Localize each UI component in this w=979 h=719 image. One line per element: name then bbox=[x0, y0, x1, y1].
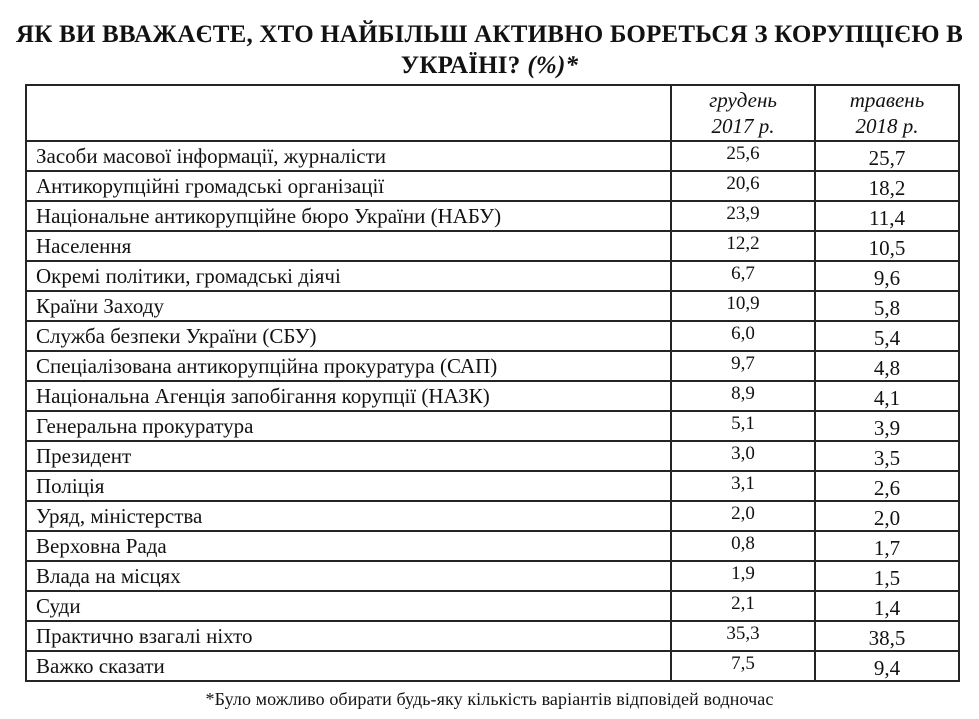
row-label: Важко сказати bbox=[26, 651, 671, 681]
table-row bbox=[26, 171, 959, 201]
row-label: Генеральна прокуратура bbox=[26, 411, 671, 441]
dec-2017-value: 3,0 bbox=[671, 441, 815, 471]
row-label: Антикорупційні громадські організації bbox=[26, 171, 671, 201]
dec-2017-value: 7,5 bbox=[671, 651, 815, 681]
page-title bbox=[0, 19, 979, 81]
dec-2017-value: 23,9 bbox=[671, 201, 815, 231]
row-label: Населення bbox=[26, 231, 671, 261]
row-label: Національне антикорупційне бюро України (НАБУ) bbox=[26, 201, 671, 231]
column-header-may-2018 bbox=[815, 85, 959, 141]
may-2018-value: 25,7 bbox=[815, 141, 959, 171]
dec-2017-value: 12,2 bbox=[671, 231, 815, 261]
empty-header-cell bbox=[26, 85, 671, 141]
row-label: Верховна Рада bbox=[26, 531, 671, 561]
dec-2017-value: 1,9 bbox=[671, 561, 815, 591]
dec-2017-value: 9,7 bbox=[671, 351, 815, 381]
column-header-may-2018-year: 2018 р. bbox=[855, 114, 919, 138]
row-label: Країни Заходу bbox=[26, 291, 671, 321]
may-2018-value: 9,6 bbox=[815, 261, 959, 291]
dec-2017-value: 25,6 bbox=[671, 141, 815, 171]
dec-2017-value: 5,1 bbox=[671, 411, 815, 441]
dec-2017-value: 35,3 bbox=[671, 621, 815, 651]
row-label: Поліція bbox=[26, 471, 671, 501]
table-row bbox=[26, 501, 959, 531]
column-header-may-2018-month: травень bbox=[849, 88, 925, 112]
page bbox=[0, 19, 979, 719]
dec-2017-value: 2,1 bbox=[671, 591, 815, 621]
title-line-2 bbox=[0, 50, 979, 81]
title-line-2-main: УКРАЇНІ? bbox=[400, 52, 521, 79]
may-2018-value: 18,2 bbox=[815, 171, 959, 201]
may-2018-value: 3,9 bbox=[815, 411, 959, 441]
dec-2017-value: 6,0 bbox=[671, 321, 815, 351]
title-line-1: ЯК ВИ ВВАЖАЄТЕ, ХТО НАЙБІЛЬШ АКТИВНО БОРЕТЬСЯ З КОРУПЦІЄЮ В bbox=[15, 21, 964, 48]
may-2018-value: 3,5 bbox=[815, 441, 959, 471]
row-label: Уряд, міністерства bbox=[26, 501, 671, 531]
may-2018-value: 1,4 bbox=[815, 591, 959, 621]
dec-2017-value: 2,0 bbox=[671, 501, 815, 531]
row-label: Президент bbox=[26, 441, 671, 471]
row-label: Окремі політики, громадські діячі bbox=[26, 261, 671, 291]
table-row bbox=[26, 591, 959, 621]
table-body bbox=[26, 141, 959, 681]
table-row bbox=[26, 321, 959, 351]
may-2018-value: 2,0 bbox=[815, 501, 959, 531]
row-label: Суди bbox=[26, 591, 671, 621]
may-2018-value: 1,7 bbox=[815, 531, 959, 561]
column-header-dec-2017-month: грудень bbox=[709, 88, 777, 112]
may-2018-value: 9,4 bbox=[815, 651, 959, 681]
table-row bbox=[26, 651, 959, 681]
row-label: Служба безпеки України (СБУ) bbox=[26, 321, 671, 351]
may-2018-value: 38,5 bbox=[815, 621, 959, 651]
may-2018-value: 10,5 bbox=[815, 231, 959, 261]
dec-2017-value: 20,6 bbox=[671, 171, 815, 201]
may-2018-value: 5,4 bbox=[815, 321, 959, 351]
may-2018-value: 2,6 bbox=[815, 471, 959, 501]
table-row bbox=[26, 531, 959, 561]
column-header-dec-2017-year: 2017 р. bbox=[711, 114, 775, 138]
may-2018-value: 4,8 bbox=[815, 351, 959, 381]
row-label: Національна Агенція запобігання корупції (НАЗК) bbox=[26, 381, 671, 411]
may-2018-value: 4,1 bbox=[815, 381, 959, 411]
column-header-dec-2017 bbox=[671, 85, 815, 141]
title-percent-note: (%)* bbox=[527, 52, 579, 79]
may-2018-value: 1,5 bbox=[815, 561, 959, 591]
footnote: *Було можливо обирати будь-яку кількість варіантів відповідей водночас bbox=[205, 689, 774, 709]
dec-2017-value: 6,7 bbox=[671, 261, 815, 291]
dec-2017-value: 10,9 bbox=[671, 291, 815, 321]
survey-table bbox=[25, 84, 960, 682]
dec-2017-value: 0,8 bbox=[671, 531, 815, 561]
may-2018-value: 5,8 bbox=[815, 291, 959, 321]
may-2018-value: 11,4 bbox=[815, 201, 959, 231]
table-row bbox=[26, 141, 959, 171]
table-row bbox=[26, 621, 959, 651]
table-header-row bbox=[26, 85, 959, 141]
table-row bbox=[26, 261, 959, 291]
table-row bbox=[26, 201, 959, 231]
row-label: Засоби масової інформації, журналісти bbox=[26, 141, 671, 171]
table-row bbox=[26, 471, 959, 501]
dec-2017-value: 8,9 bbox=[671, 381, 815, 411]
table-row bbox=[26, 291, 959, 321]
row-label: Спеціалізована антикорупційна прокуратура (САП) bbox=[26, 351, 671, 381]
dec-2017-value: 3,1 bbox=[671, 471, 815, 501]
table-head bbox=[26, 85, 959, 141]
table-row bbox=[26, 231, 959, 261]
table-row bbox=[26, 561, 959, 591]
table-row bbox=[26, 381, 959, 411]
table-row bbox=[26, 411, 959, 441]
row-label: Влада на місцях bbox=[26, 561, 671, 591]
table-row bbox=[26, 441, 959, 471]
row-label: Практично взагалі ніхто bbox=[26, 621, 671, 651]
table-row bbox=[26, 351, 959, 381]
